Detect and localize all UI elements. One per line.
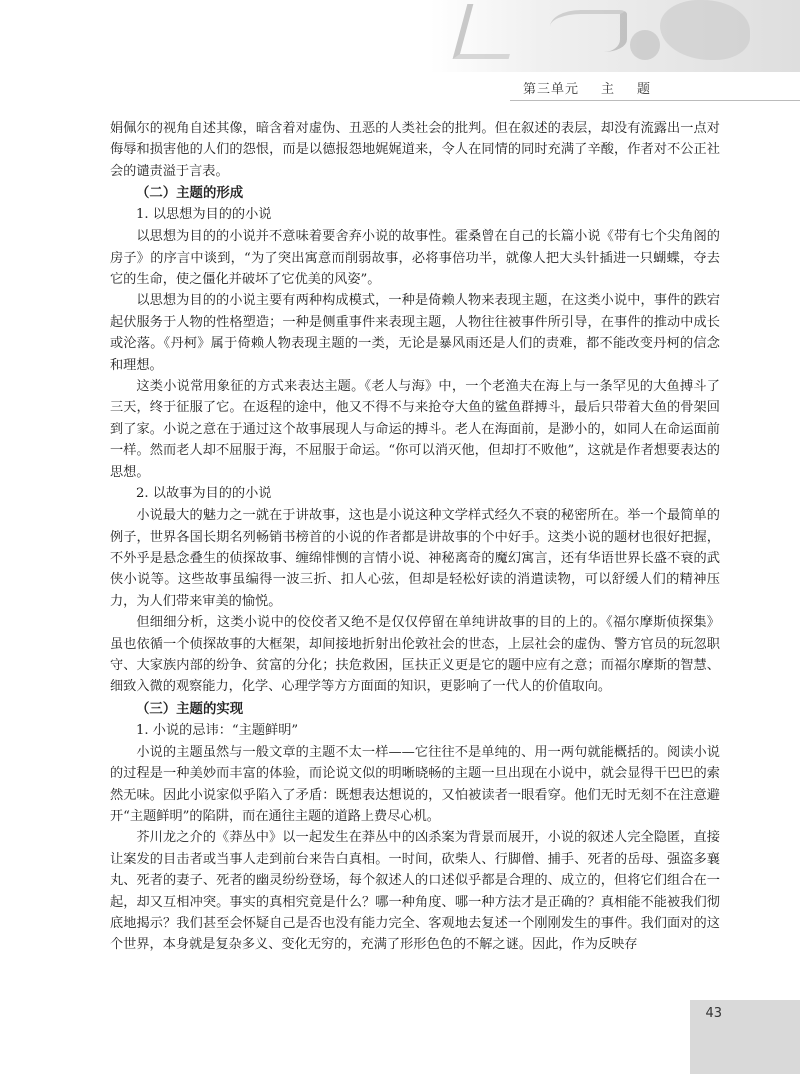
section-heading: （三）主题的实现 xyxy=(136,700,244,717)
paragraph: 但细细分析，这类小说中的佼佼者又绝不是仅仅停留在单纯讲故事的目的上的。《福尔摩斯侦探集》虽也依循一个侦探故事的大框架，却间接地折射出伦敦社会的世态，上层社会的虚伪、警方官员的玩忽职守、大家族内部的纷争、贫富的分化；扶危救困，匡扶正义更是它的题中应有之意；而福尔摩斯的智慧、细致入微的观察能力，化学、心理学等方方面面的知识，更影响了一代人的价值取向。 xyxy=(110,615,720,695)
ink-brush-stroke xyxy=(453,4,524,59)
ink-brush-stroke xyxy=(550,10,627,52)
paragraph: 娟佩尔的视角自述其像，暗含着对虚伪、丑恶的人类社会的批判。但在叙述的表层，却没有流露出一点对侮辱和损害他的人们的怨恨，而是以德报怨地娓娓道来，令人在同情的同时充满了辛酸，作者对不公正社会的谴责溢于言表。 xyxy=(110,121,720,179)
topic-char-2: 题 xyxy=(637,82,652,97)
paragraph: 芥川龙之介的《莽丛中》以一起发生在莽丛中的凶杀案为背景而展开，小说的叙述人完全隐匿，直接让案发的目击者或当事人走到前台来告白真相。一时间，砍柴人、行脚僧、捕手、死者的岳母、强盗多襄丸、死者的妻子、死者的幽灵纷纷登场，每个叙述人的口述似乎都是合理的、成立的，但将它们组合在一起，却又互相冲突。事实的真相究竟是什么？哪一种角度、哪一种方法才是正确的？真相能不能被我们彻底地揭示？我们甚至会怀疑自己是否也没有能力完全、客观地去复述一个刚刚发生的事件。我们面对的这个世界，本身就是复杂多义、变化无穷的，充满了形形色色的不解之谜。因此，作为反映存 xyxy=(110,830,720,953)
paragraph: 小说最大的魅力之一就在于讲故事，这也是小说这种文学样式经久不衰的秘密所在。举一个最简单的例子，世界各国长期名列畅销书榜首的小说的作者都是讲故事的个中好手。这类小说的题材也很好把握，不外乎是悬念叠生的侦探故事、缠绵悱恻的言情小说、神秘离奇的魔幻寓言，还有华语世界长盛不衰的武侠小说等。这些故事虽编得一波三折、扣人心弦，但却是轻松好读的消遣读物，可以舒缓人们的精神压力，为人们带来审美的愉悦。 xyxy=(110,508,720,609)
unit-label: 第三单元 xyxy=(523,82,580,97)
header-rule xyxy=(510,100,800,101)
subsection-heading: 1. 以思想为目的的小说 xyxy=(136,207,272,223)
page-body xyxy=(110,118,720,956)
paragraph: 这类小说常用象征的方式来表达主题。《老人与海》中，一个老渔夫在海上与一条罕见的大鱼搏斗了三天，终于征服了它。在返程的途中，他又不得不与来抢夺大鱼的鲨鱼群搏斗，最后只带着大鱼的骨架回到了家。小说之意在于通过这个故事展现人与命运的搏斗。老人在海面前，是渺小的，如同人在命运面前一样。然而老人却不屈服于海，不屈服于命运。“你可以消灭他，但却打不败他”，这就是作者想要表达的思想。 xyxy=(110,379,720,480)
paragraph: 以思想为目的的小说主要有两种构成模式，一种是倚赖人物来表现主题，在这类小说中，事件的跌宕起伏服务于人物的性格塑造；一种是侧重事件来表现主题，人物往往被事件所引导，在事件的推动中成长或沦落。《丹柯》属于倚赖人物表现主题的一类，无论是暴风雨还是人们的责难，都不能改变丹柯的信念和理想。 xyxy=(110,293,720,373)
ink-wash-figure xyxy=(660,0,750,60)
paragraph: 以思想为目的的小说并不意味着要舍弃小说的故事性。霍桑曾在自己的长篇小说《带有七个尖角阁的房子》的序言中谈到，“为了突出寓意而削弱故事，必将事倍功半，就像人把大头针插进一只蝴蝶，夺去它的生命，使之僵化并破坏了它优美的风姿”。 xyxy=(110,229,720,288)
ink-wash-dot xyxy=(630,30,660,60)
subsection-heading: 2. 以故事为目的的小说 xyxy=(136,486,272,502)
header-ink-illustration xyxy=(430,0,800,72)
paragraph: 小说的主题虽然与一般文章的主题不太一样——它往往不是单纯的、用一两句就能概括的。阅读小说的过程是一种美妙而丰富的体验，而论说文似的明晰晓畅的主题一旦出现在小说中，就会显得干巴巴的索然无味。因此小说家似乎陷入了矛盾：既想表达想说的，又怕被读者一眼看穿。他们无时无刻不在注意避开“主题鲜明”的陷阱，而在通往主题的道路上费尽心机。 xyxy=(110,744,720,824)
subsection-heading: 1. 小说的忌讳：“主题鲜明” xyxy=(136,722,299,738)
section-heading: （二）主题的形成 xyxy=(136,185,244,202)
topic-char-1: 主 xyxy=(601,82,616,97)
page-number: 43 xyxy=(705,1006,722,1021)
running-head xyxy=(523,78,651,97)
